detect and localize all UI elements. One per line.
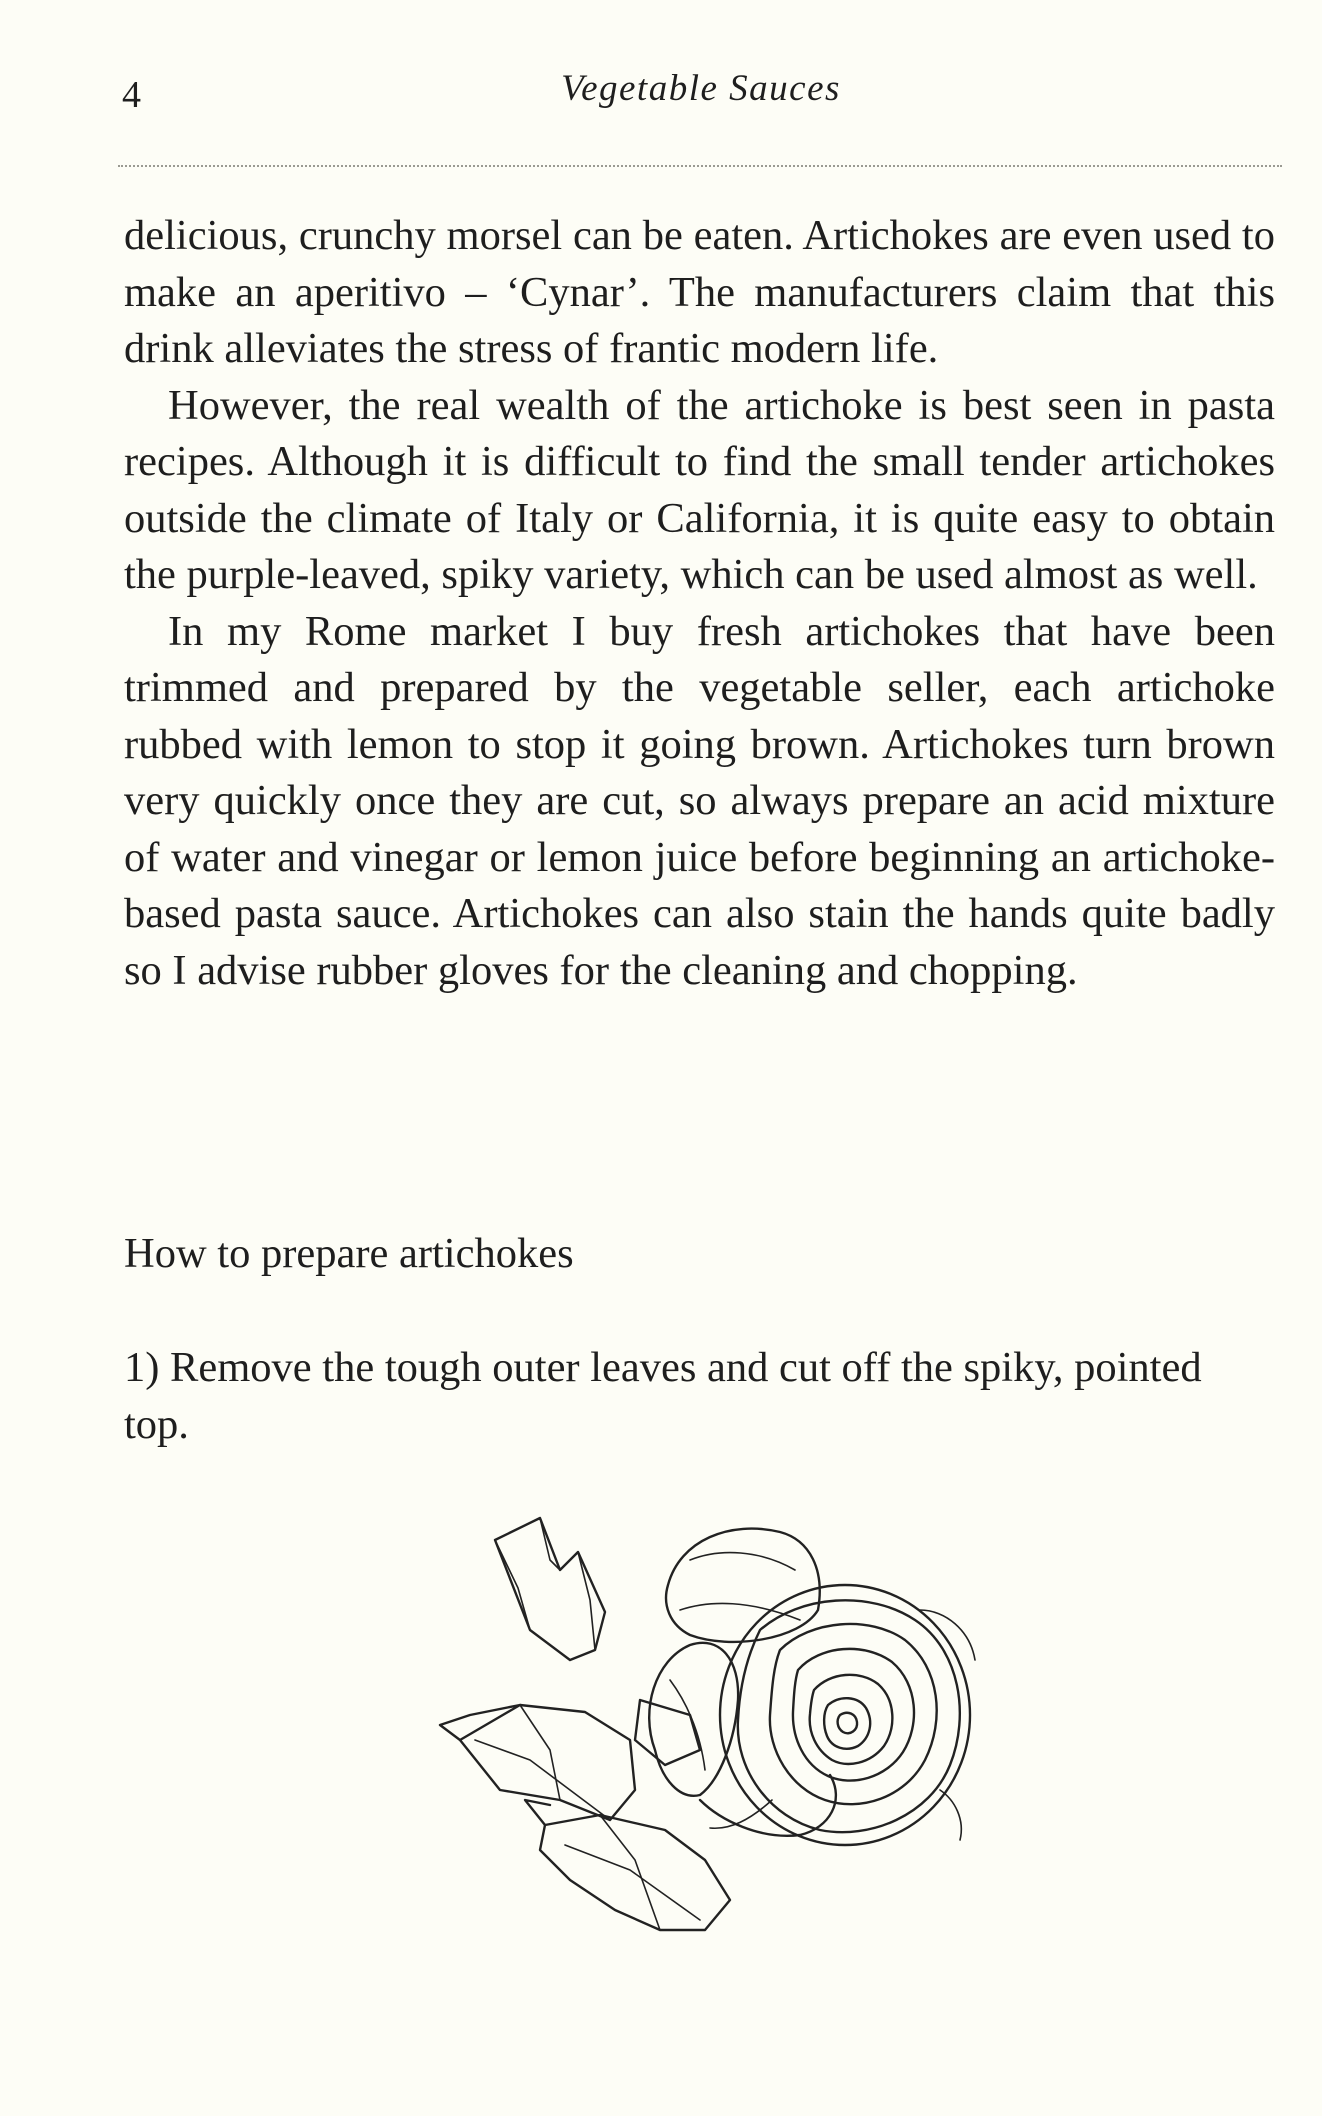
section-heading: How to prepare artichokes — [124, 1230, 574, 1277]
body-text — [124, 208, 1275, 999]
step-1: 1) Remove the tough outer leaves and cut off the spiky, pointed top. — [124, 1344, 1202, 1448]
header-divider — [118, 165, 1282, 167]
paragraph-1: delicious, crunchy morsel can be eaten. Artichokes are even used to make an aperitivo – ‘Cynar’. The manufacturers claim that this drink alleviates the stress of frantic modern life. — [124, 212, 1275, 372]
running-title: Vegetable Sauces — [561, 68, 841, 109]
page-number: 4 — [122, 74, 141, 116]
artichoke-illustration-icon — [400, 1500, 1000, 1940]
paragraph-2: However, the real wealth of the artichoke is best seen in pasta recipes. Although it is difficult to find the small tender artichokes outside the climate of Italy or California, it is quite easy to obtain the purple-leaved, spiky variety, which can be used almost as well. — [124, 381, 1275, 598]
paragraph-3: In my Rome market I buy fresh artichokes that have been trimmed and prepared by the vegetable seller, each artichoke rubbed with lemon to stop it going brown. Artichokes turn brown very quickly once they are cut, so always prepare an acid mixture of water and vinegar or lemon juice before beginning an artichoke-based pasta sauce. Artichokes can also stain the hands quite badly so I advise rubber gloves for the cleaning and chopping. — [124, 607, 1275, 994]
